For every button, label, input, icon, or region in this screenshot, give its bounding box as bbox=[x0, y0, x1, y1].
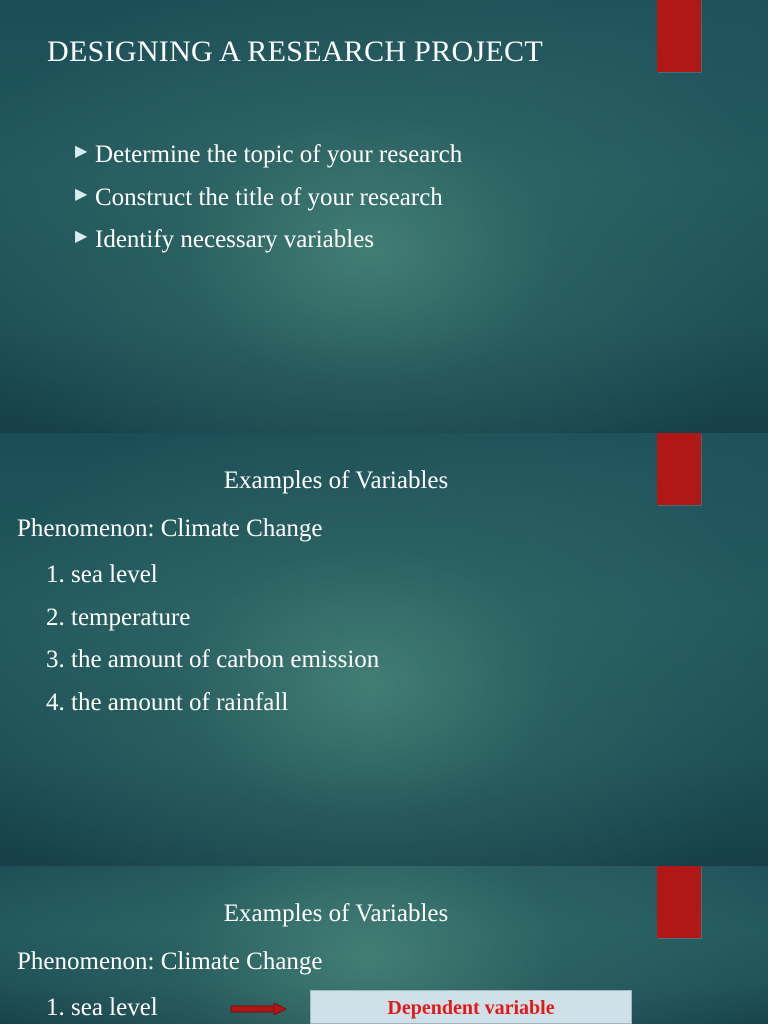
phenomenon-label: Phenomenon: Climate Change bbox=[17, 948, 323, 975]
triangle-right-icon: ▶ bbox=[75, 228, 88, 246]
phenomenon-label: Phenomenon: Climate Change bbox=[17, 515, 323, 542]
dependent-variable-label: Dependent variable bbox=[310, 990, 632, 1024]
accent-tab bbox=[657, 0, 701, 72]
variable-item: 1. sea level bbox=[46, 994, 158, 1021]
triangle-right-icon: ▶ bbox=[75, 143, 88, 161]
slide-2 bbox=[0, 433, 768, 866]
slide-title: Examples of Variables bbox=[223, 467, 449, 494]
bullet-item bbox=[75, 177, 462, 220]
bullet-list bbox=[75, 134, 462, 262]
bullet-text: Determine the topic of your research bbox=[95, 141, 463, 169]
triangle-right-icon: ▶ bbox=[75, 185, 88, 203]
bullet-text: Construct the title of your research bbox=[95, 183, 443, 211]
slide-3 bbox=[0, 866, 768, 1024]
bullet-item bbox=[75, 219, 462, 262]
slide-1 bbox=[0, 0, 768, 433]
variable-item: 1. sea level bbox=[46, 561, 158, 588]
variable-item: 4. the amount of rainfall bbox=[46, 688, 289, 716]
right-arrow-icon bbox=[230, 1003, 286, 1015]
bullet-text: Identify necessary variables bbox=[95, 226, 375, 254]
slide-title: Examples of Variables bbox=[223, 900, 449, 927]
variable-list bbox=[46, 990, 158, 1024]
variable-list bbox=[46, 557, 379, 727]
bullet-item bbox=[75, 134, 462, 177]
slide-title: DESIGNING A RESEARCH PROJECT bbox=[47, 35, 543, 68]
variable-item: 2. temperature bbox=[46, 603, 191, 631]
variable-item: 3. the amount of carbon emission bbox=[46, 646, 380, 673]
